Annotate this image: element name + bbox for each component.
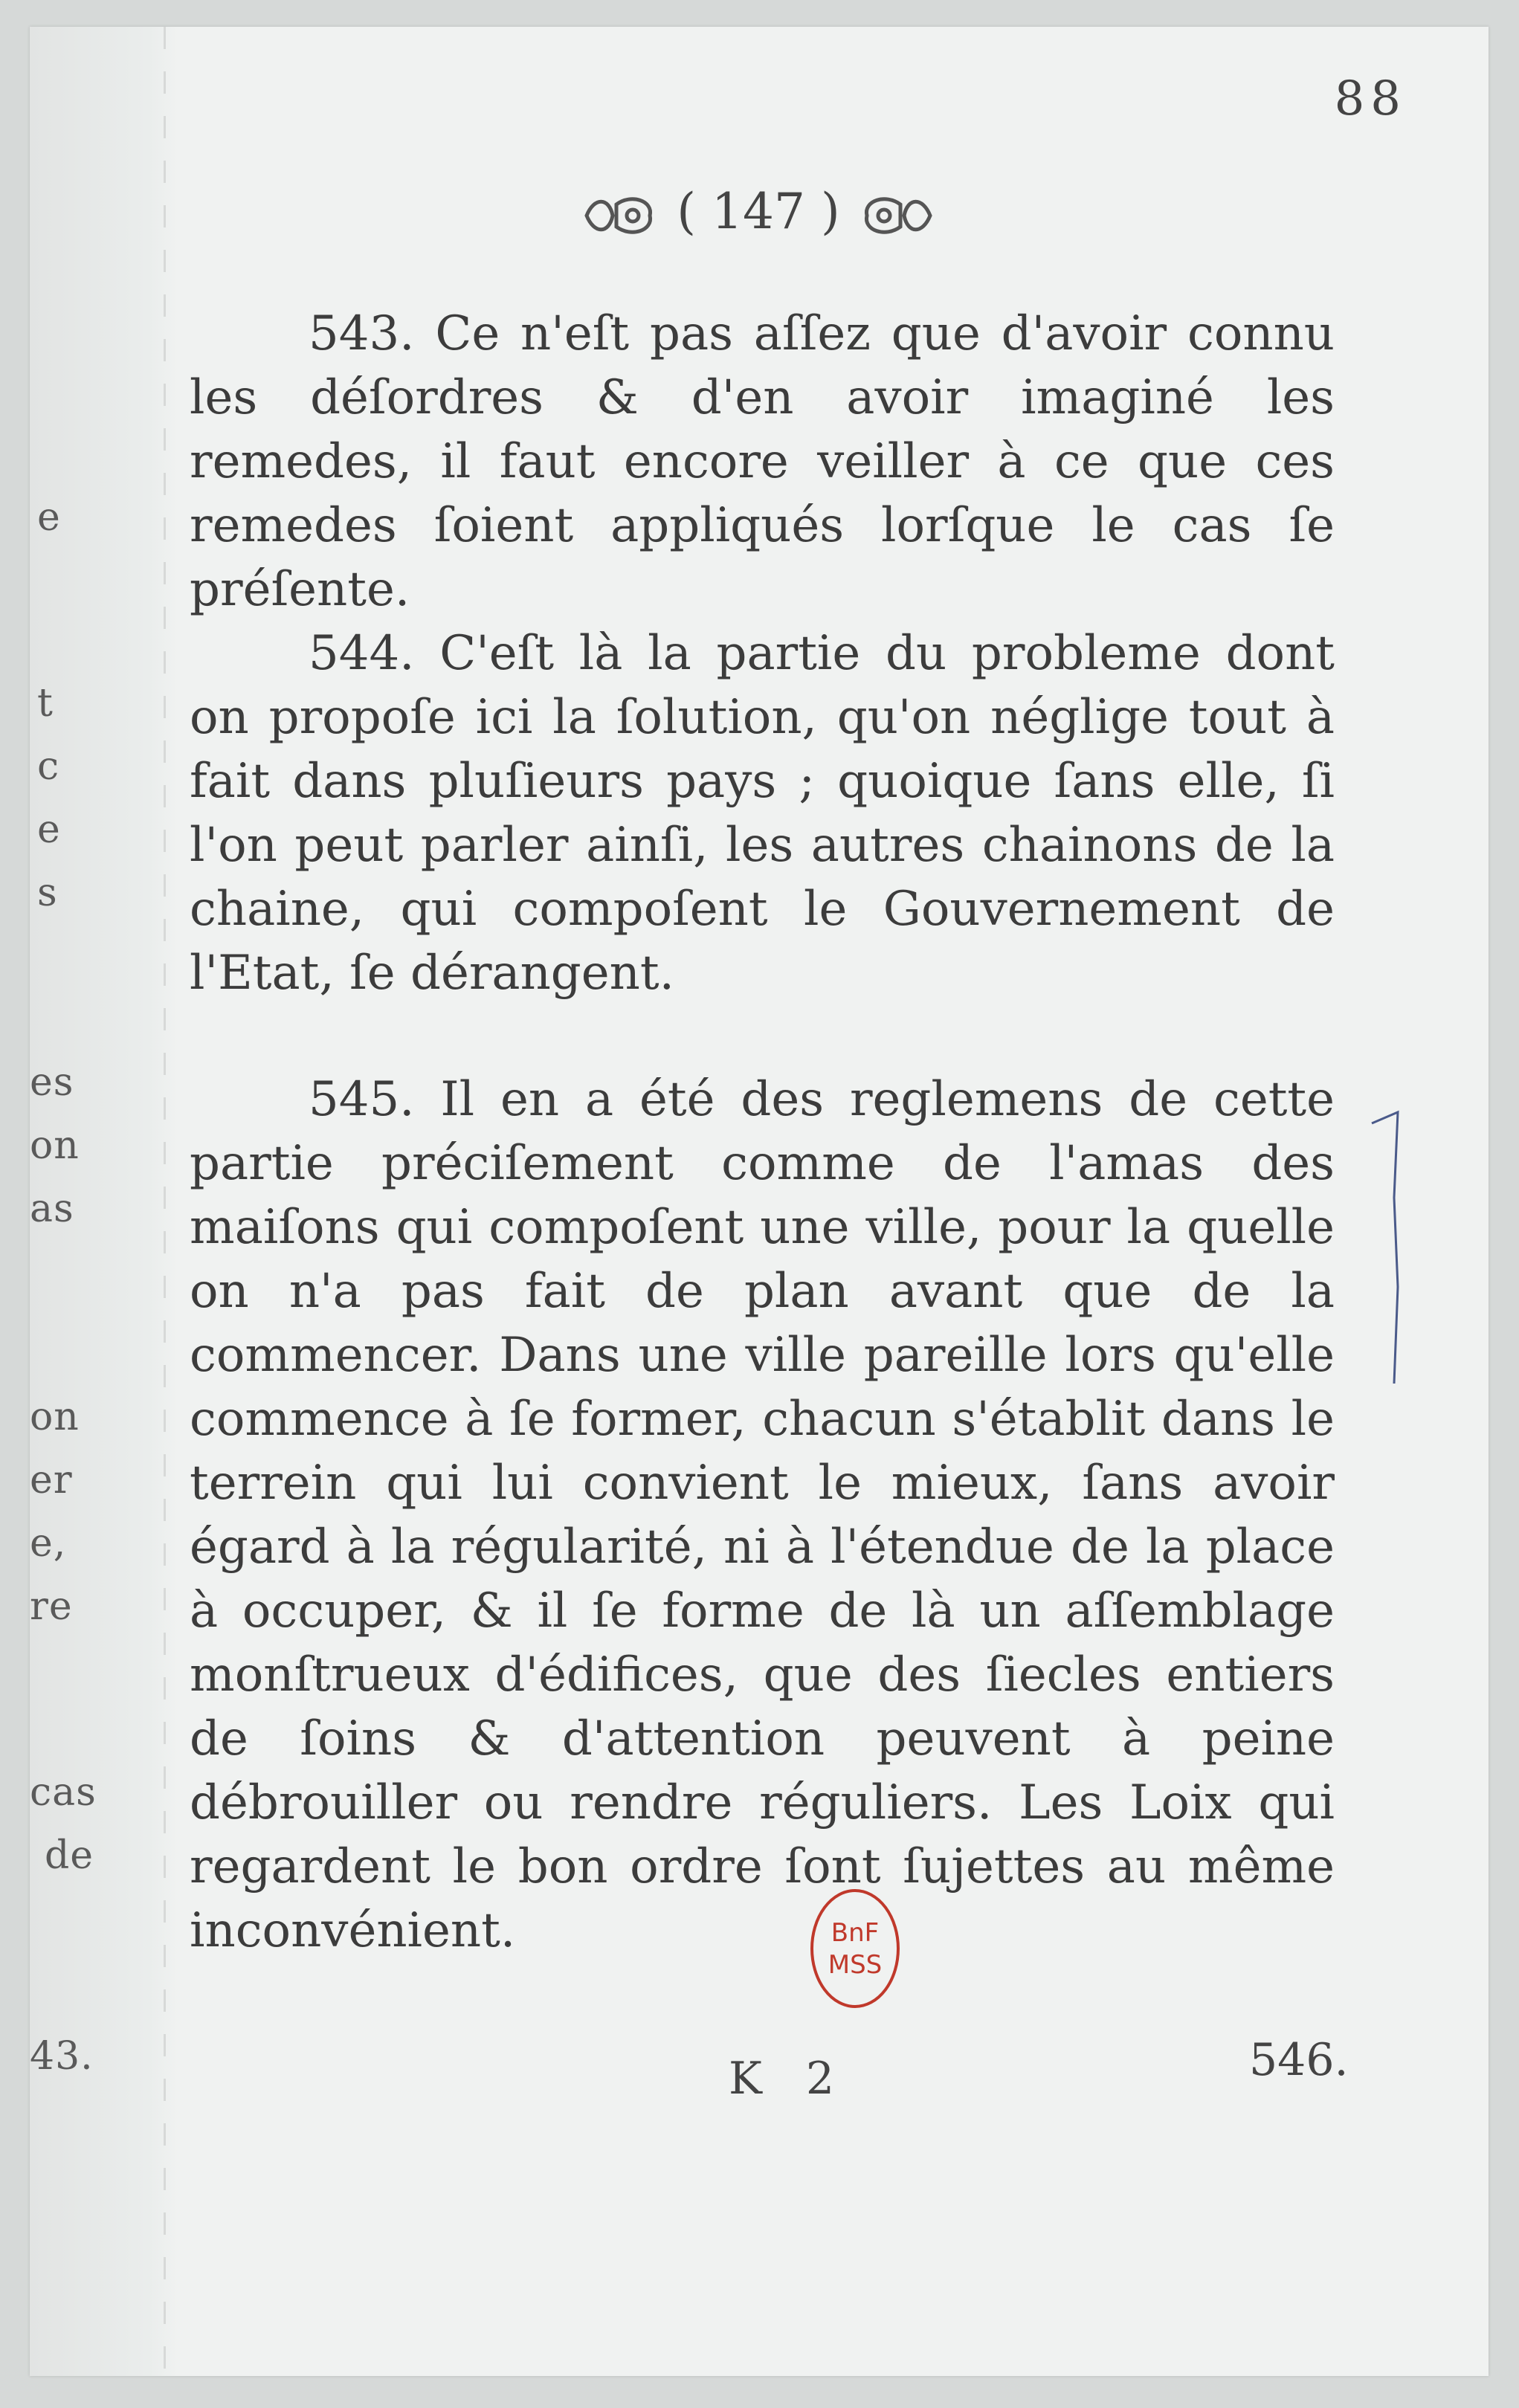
prev-leaf-fragment: on bbox=[30, 1123, 80, 1168]
stamp-border bbox=[812, 1891, 898, 2007]
prev-leaf-fragment: 43. bbox=[30, 2034, 94, 2079]
page-number: ( 147 ) bbox=[677, 183, 840, 240]
signature-mark: K 2 bbox=[729, 2053, 850, 2105]
prev-leaf-fragment: c bbox=[37, 744, 60, 789]
prev-leaf-fragment: e, bbox=[30, 1521, 67, 1566]
prev-leaf-fragment: t bbox=[37, 681, 54, 726]
fleuron-left-icon bbox=[579, 193, 661, 238]
page-header bbox=[520, 183, 996, 240]
library-stamp bbox=[807, 1885, 903, 2012]
fleuron-right-icon bbox=[856, 193, 938, 238]
stamp-line2: MSS bbox=[828, 1950, 883, 1980]
prev-leaf-fragment: s bbox=[37, 871, 58, 915]
prev-leaf-fragment: re bbox=[30, 1584, 73, 1629]
prev-leaf-fragment: er bbox=[30, 1458, 73, 1502]
prev-leaf-fragment: es bbox=[30, 1060, 74, 1105]
prev-leaf-fragment: e bbox=[37, 807, 61, 852]
folio-number: 88 bbox=[1334, 71, 1407, 126]
marginal-pen-mark bbox=[1368, 1108, 1413, 1391]
prev-leaf-fragment: cas bbox=[30, 1770, 97, 1815]
manuscript-page bbox=[30, 27, 1489, 2376]
prev-leaf-fragment: de bbox=[45, 1833, 94, 1878]
previous-leaf-strip bbox=[30, 27, 178, 2376]
paragraph-545: 545. Il en a été des reglemens de cette partie préciſement comme de l'amas des maiſons qui compoſent une ville, pour la quelle on n'a pas fait de plan avant que de la commencer. Dans une ville pareille lors qu'elle commence à ſe former, chacun s'établit dans le terrein qui lui convient le mieux, ſans avoir égard à la régularité, ni à l'étendue de la place à occuper, & il ſe forme de là un aſſemblage monſtrueux d'édifices, que des ſiecles entiers de ſoins & d'attention peuvent à peine débrouiller ou rendre réguliers. Les Loix qui regardent le bon ordre ſont ſujettes au même inconvénient. bbox=[190, 1072, 1335, 1958]
catchword: 546. bbox=[1249, 2034, 1349, 2086]
prev-leaf-fragment: as bbox=[30, 1187, 74, 1231]
paragraph-544: 544. C'eſt là la partie du probleme dont on propoſe ici la ſolution, qu'on néglige tout à fait dans pluſieurs pays ; quoique ſans elle, ſi l'on peut parler ainſi, les autres chainons de la chaine, qui compoſent le Gouvernement de l'Etat, ſe dérangent. bbox=[190, 626, 1335, 1001]
stamp-line1: BnF bbox=[831, 1918, 880, 1948]
prev-leaf-fragment: on bbox=[30, 1395, 80, 1439]
gutter-shadow bbox=[164, 27, 166, 2376]
prev-leaf-fragment: e bbox=[37, 495, 61, 540]
paragraph-543: 543. Ce n'eſt pas aſſez que d'avoir connu les déſordres & d'en avoir imaginé les remedes, il faut encore veiller à ce que ces remedes ſoient appliqués lorſque le cas ſe préſente. bbox=[190, 306, 1335, 617]
